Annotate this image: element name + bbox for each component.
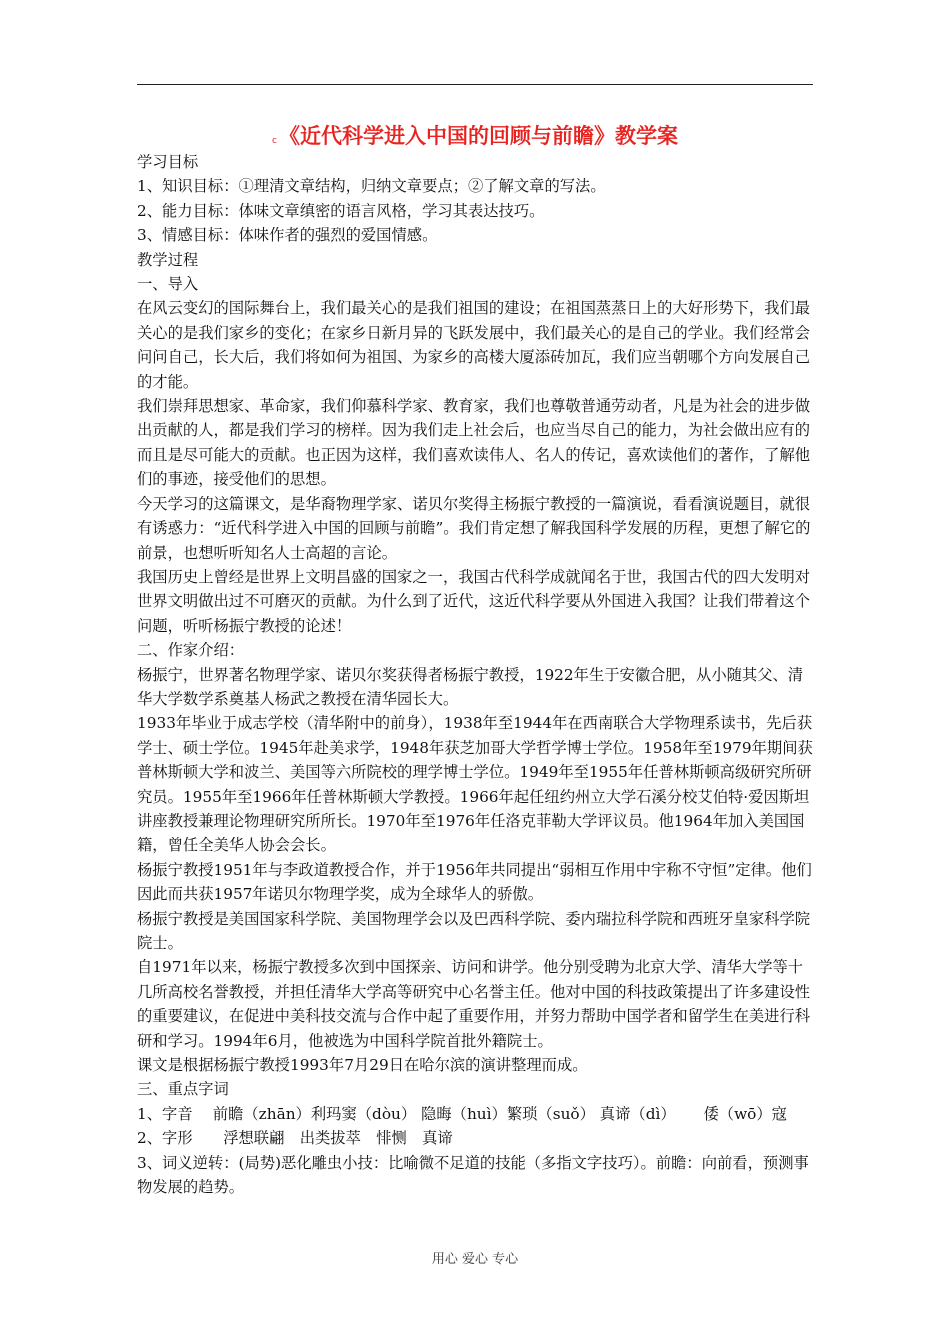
paragraph: 课文是根据杨振宁教授1993年7月29日在哈尔滨的演讲整理而成。 (137, 1056, 588, 1075)
key-words-pronunciation: 1、字音 前瞻（zhān）利玛窦（dòu） 隐晦（huì）繁琐（suǒ） 真谛（dì） 倭（wō）寇 (137, 1104, 787, 1123)
goal-ability: 2、能力目标：体味文章缜密的语言风格，学习其表达技巧。 (137, 201, 545, 220)
paragraph: 杨振宁教授1951年与李政道教授合作，并于1956年共同提出“弱相互作用中宇称不守恒”定律。他们因此而共获1957年诺贝尔物理学奖，成为全球华人的骄傲。 (137, 860, 812, 904)
title-text: 《近代科学进入中国的回顾与前瞻》教学案 (278, 124, 678, 148)
paragraph: 在风云变幻的国际舞台上，我们最关心的是我们祖国的建设；在祖国蒸蒸日上的大好形势下，我们最关心的是我们家乡的变化；在家乡日新月异的飞跃发展中，我们最关心的是自己的学业。我们经常会问问自己，长大后，我们将如何为祖国、为家乡的高楼大厦添砖加瓦，我们应当朝哪个方向发展自己的才能。 (137, 299, 811, 391)
section-introduction: 一、导入 (137, 275, 199, 294)
paragraph: 我们崇拜思想家、革命家，我们仰慕科学家、教育家，我们也尊敬普通劳动者，凡是为社会的进步做出贡献的人，都是我们学习的榜样。因为我们走上社会后，也应当尽自己的能力，为社会做出应有的而且是尽可能大的贡献。也正因为这样，我们喜欢读伟人、名人的传记，喜欢读他们的著作，了解他们的事迹，接受他们的思想。 (137, 397, 811, 489)
paragraph: 今天学习的这篇课文，是华裔物理学家、诺贝尔奖得主杨振宁教授的一篇演说，看看演说题目，就很有诱惑力：“近代科学进入中国的回顾与前瞻”。我们肯定想了解我国科学发展的历程，更想了解它的前景，也想听听知名人士高超的言论。 (137, 494, 811, 562)
goal-knowledge: 1、知识目标：①理清文章结构，归纳文章要点；②了解文章的写法。 (137, 177, 606, 196)
heading-teaching-process: 教学过程 (137, 250, 199, 269)
document-body (137, 150, 815, 1199)
section-key-words: 三、重点字词 (137, 1080, 229, 1099)
paragraph: 杨振宁教授是美国国家科学院、美国物理学会以及巴西科学院、委内瑞拉科学院和西班牙皇家科学院院士。 (137, 909, 811, 952)
key-words-meaning: 3、词义逆转：(局势)恶化雕虫小技：比喻微不足道的技能（多指文字技巧）。前瞻：向前看，预测事物发展的趋势。 (137, 1153, 809, 1197)
section-author-intro: 二、作家介绍： (137, 641, 245, 660)
goal-emotion: 3、情感目标：体味作者的强烈的爱国情感。 (137, 226, 438, 245)
header-rule (137, 84, 813, 85)
paragraph: 我国历史上曾经是世界上文明昌盛的国家之一，我国古代科学成就闻名于世，我国古代的四大发明对世界文明做出过不可磨灭的贡献。为什么到了近代，这近代科学要从外国进入我国？让我们带着这个问题，听听杨振宁教授的论述！ (137, 567, 811, 635)
page-footer: 用心 爱心 专心 (431, 1252, 519, 1267)
key-words-characters: 2、字形 浮想联翩 出类拔萃 悱恻 真谛 (137, 1129, 453, 1148)
paragraph: 杨振宁，世界著名物理学家、诺贝尔奖获得者杨振宁教授，1922年生于安徽合肥，从小随其父、清华大学数学系奠基人杨武之教授在清华园长大。 (137, 665, 804, 708)
paragraph: 1933年毕业于成志学校（清华附中的前身），1938年至1944年在西南联合大学物理系读书，先后获学士、硕士学位。1945年赴美求学，1948年获芝加哥大学哲学博士学位。1958年至1979年期间获普林斯顿大学和波兰、美国等六所院校的理学博士学位。1949年至1955年任普林斯顿高级研究所研究员。1955年至1966年任普林斯顿大学教授。1966年起任纽约州立大学石溪分校艾伯特·爱因斯坦讲座教授兼理论物理研究所所长。1970年至1976年任洛克菲勒大学评议员。他1964年加入美国国籍，曾任全美华人协会会长。 (137, 714, 813, 855)
title-mark: c (272, 136, 277, 146)
heading-learning-goals: 学习目标 (137, 153, 199, 171)
paragraph: 自1971年以来，杨振宁教授多次到中国探亲、访问和讲学。他分别受聘为北京大学、清华大学等十几所高校名誉教授，并担任清华大学高等研究中心名誉主任。他对中国的科技政策提出了许多建设性的重要建议，在促进中美科技交流与合作中起了重要作用，并努力帮助中国学者和留学生在美进行科研和学习。1994年6月，他被选为中国科学院首批外籍院士。 (137, 958, 811, 1050)
